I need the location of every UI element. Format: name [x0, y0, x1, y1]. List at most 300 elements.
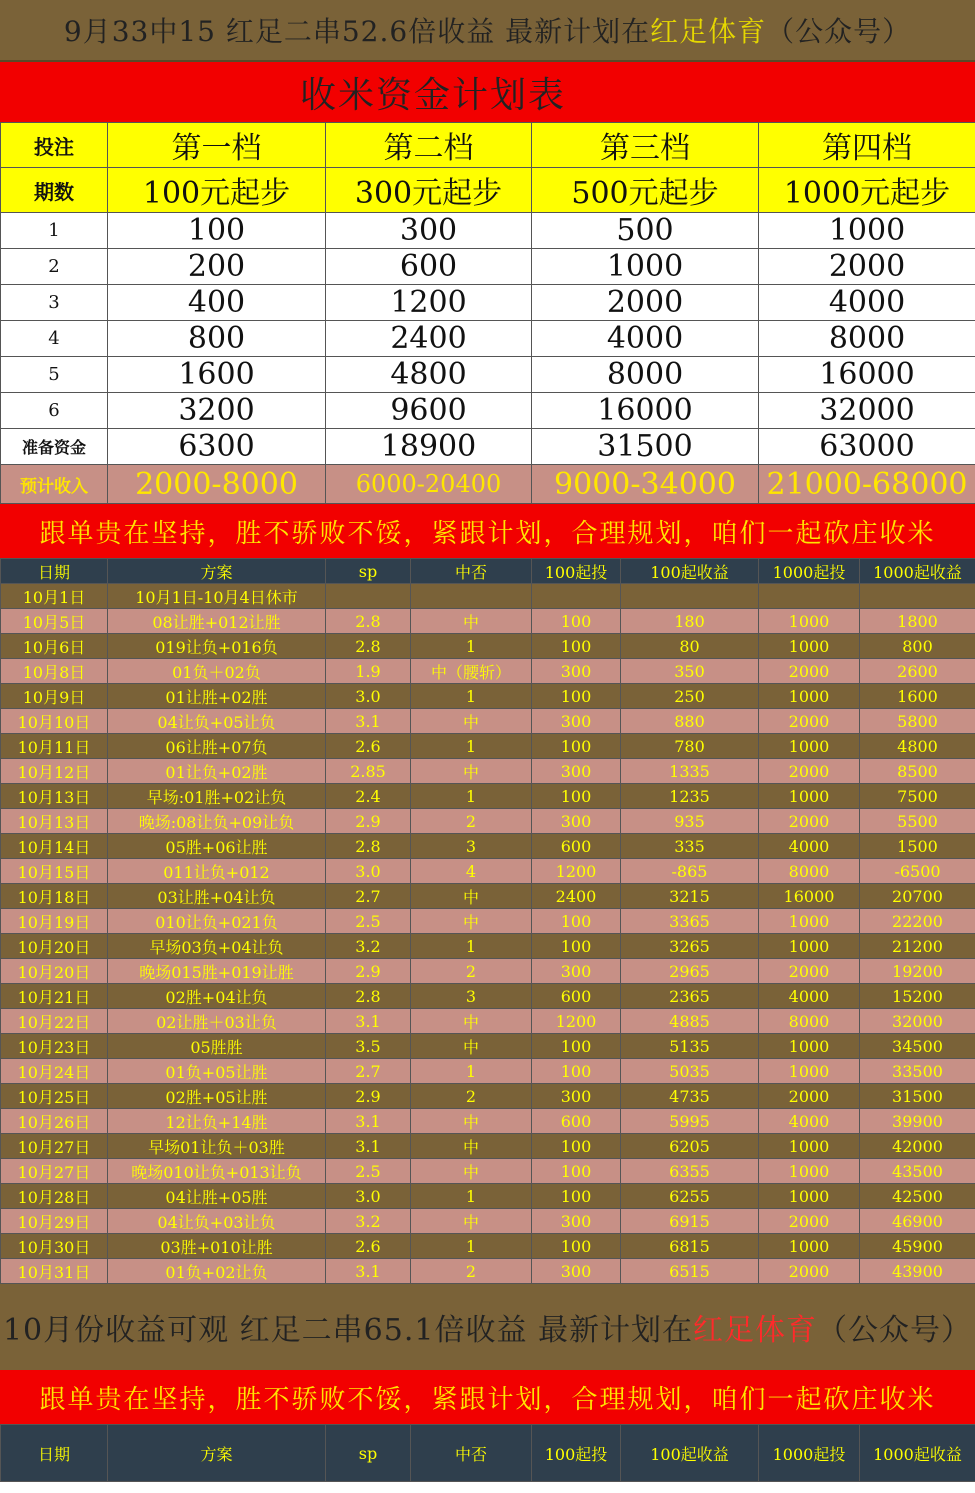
record-cell: 3.1 — [326, 1009, 411, 1034]
record-cell: 15200 — [860, 984, 975, 1009]
record-row — [1, 709, 975, 734]
plan-cell: 1200 — [326, 285, 532, 321]
record-cell: 10月28日 — [1, 1184, 108, 1209]
record-cell: 01让胜+02胜 — [108, 684, 326, 709]
record-cell: 300 — [532, 759, 621, 784]
plan-row — [1, 285, 975, 321]
record-cell: 10月18日 — [1, 884, 108, 909]
record-cell: 2965 — [621, 959, 759, 984]
mid-banner-prefix: 10月份收益可观 红足二串65.1倍收益 最新计划在 — [2, 1313, 694, 1348]
record-row — [1, 784, 975, 809]
record-cell: 4 — [411, 859, 532, 884]
record-cell: 10月24日 — [1, 1059, 108, 1084]
record-cell: 1 — [411, 734, 532, 759]
record-row — [1, 809, 975, 834]
column-header: 1000起投 — [759, 559, 860, 584]
record-row — [1, 1134, 975, 1159]
record-cell: 1.9 — [326, 659, 411, 684]
plan-cell: 32000 — [759, 393, 975, 429]
record-cell: 2.9 — [326, 959, 411, 984]
record-cell: 1000 — [759, 734, 860, 759]
record-row — [1, 834, 975, 859]
record-cell: 100 — [532, 1034, 621, 1059]
record-cell: 2 — [411, 959, 532, 984]
record-cell: 10月14日 — [1, 834, 108, 859]
record-cell: 10月27日 — [1, 1134, 108, 1159]
record-cell: 4885 — [621, 1009, 759, 1034]
record-cell: 04让负+05让负 — [108, 709, 326, 734]
record-cell: 4000 — [759, 984, 860, 1009]
plan-cell: 6300 — [108, 429, 326, 465]
record-cell: 935 — [621, 809, 759, 834]
start-row — [1, 168, 975, 213]
plan-row-label: 3 — [1, 285, 108, 321]
record-cell: 100 — [532, 1159, 621, 1184]
top-banner-suffix: （公众号） — [766, 15, 912, 48]
record-cell: 16000 — [759, 884, 860, 909]
record-cell: 300 — [532, 1259, 621, 1284]
record-cell — [326, 584, 411, 609]
record-cell: 中 — [411, 709, 532, 734]
plan-row-label: 6 — [1, 393, 108, 429]
period-label: 期数 — [1, 168, 108, 213]
record-cell: 19200 — [860, 959, 975, 984]
record-cell: 350 — [621, 659, 759, 684]
record-cell: 6255 — [621, 1184, 759, 1209]
record-cell: 5035 — [621, 1059, 759, 1084]
record-cell: 4735 — [621, 1084, 759, 1109]
record-cell: 21200 — [860, 934, 975, 959]
record-cell: 10月20日 — [1, 959, 108, 984]
record-cell: 10月22日 — [1, 1009, 108, 1034]
record-cell: 2.8 — [326, 609, 411, 634]
plan-cell: 8000 — [759, 321, 975, 357]
plan-cell: 31500 — [532, 429, 759, 465]
record-cell: 100 — [532, 1059, 621, 1084]
record-cell: 80 — [621, 634, 759, 659]
record-cell: 3.0 — [326, 859, 411, 884]
record-cell: -6500 — [860, 859, 975, 884]
record-cell: 2000 — [759, 759, 860, 784]
record-cell: 早场:01胜+02让负 — [108, 784, 326, 809]
record-cell: 1000 — [759, 609, 860, 634]
record-cell: 10月10日 — [1, 709, 108, 734]
column-header: 方案 — [108, 559, 326, 584]
record-cell: 46900 — [860, 1209, 975, 1234]
plan-cell: 2400 — [326, 321, 532, 357]
record-cell: 6815 — [621, 1234, 759, 1259]
slogan-bar: 跟单贵在坚持，胜不骄败不馁，紧跟计划，合理规划，咱们一起砍庄收米 — [0, 504, 975, 558]
record-cell: 300 — [532, 959, 621, 984]
plan-title: 收米资金计划表 — [0, 62, 975, 122]
record-row — [1, 1184, 975, 1209]
record-cell: 10月29日 — [1, 1209, 108, 1234]
record-cell: 1335 — [621, 759, 759, 784]
plan-row-label: 准备资金 — [1, 429, 108, 465]
column-header: 1000起收益 — [860, 559, 975, 584]
records-table — [0, 558, 975, 1284]
top-banner-highlight: 红足体育 — [650, 15, 767, 48]
slogan-bar-2: 跟单贵在坚持，胜不骄败不馁，紧跟计划，合理规划，咱们一起砍庄收米 — [0, 1370, 975, 1424]
record-cell: 04让负+03让负 — [108, 1209, 326, 1234]
start-4: 1000元起步 — [759, 168, 975, 213]
record-cell — [860, 584, 975, 609]
record-row — [1, 1084, 975, 1109]
record-cell: 1000 — [759, 1234, 860, 1259]
record-cell: 2600 — [860, 659, 975, 684]
plan-row-label: 5 — [1, 357, 108, 393]
record-cell: 02胜+04让负 — [108, 984, 326, 1009]
record-cell: 34500 — [860, 1034, 975, 1059]
record-cell: 3.1 — [326, 1259, 411, 1284]
record-cell: 3.2 — [326, 1209, 411, 1234]
plan-cell: 9600 — [326, 393, 532, 429]
record-cell: 010让负+021负 — [108, 909, 326, 934]
record-cell: 中 — [411, 1034, 532, 1059]
record-cell: 1800 — [860, 609, 975, 634]
record-cell: 中（腰斩） — [411, 659, 532, 684]
record-cell: 10月23日 — [1, 1034, 108, 1059]
record-cell: 1200 — [532, 1009, 621, 1034]
record-row — [1, 734, 975, 759]
record-cell: 10月30日 — [1, 1234, 108, 1259]
plan-cell: 600 — [326, 249, 532, 285]
record-cell: 1 — [411, 784, 532, 809]
record-cell: 01负+02让负 — [108, 1259, 326, 1284]
plan-cell: 2000 — [532, 285, 759, 321]
plan-cell: 400 — [108, 285, 326, 321]
record-cell: 01让负+02胜 — [108, 759, 326, 784]
record-cell: 4000 — [759, 834, 860, 859]
record-cell: 1500 — [860, 834, 975, 859]
record-cell: 10月27日 — [1, 1159, 108, 1184]
column-header: 1000起收益 — [860, 1425, 975, 1482]
income-row — [1, 465, 975, 504]
record-row — [1, 609, 975, 634]
record-cell: 中 — [411, 1109, 532, 1134]
plan-cell: 8000 — [532, 357, 759, 393]
record-cell: 011让负+012 — [108, 859, 326, 884]
record-cell: 2.8 — [326, 634, 411, 659]
start-2: 300元起步 — [326, 168, 532, 213]
record-cell: 3365 — [621, 909, 759, 934]
column-header: 100起投 — [532, 559, 621, 584]
record-cell: 2.7 — [326, 1059, 411, 1084]
record-cell: 100 — [532, 784, 621, 809]
record-cell: 10月1日-10月4日休市 — [108, 584, 326, 609]
record-cell: 1000 — [759, 634, 860, 659]
record-cell: 3265 — [621, 934, 759, 959]
record-cell: 4000 — [759, 1109, 860, 1134]
record-row — [1, 934, 975, 959]
record-cell: 5500 — [860, 809, 975, 834]
record-cell: 1000 — [759, 684, 860, 709]
record-cell: 8000 — [759, 1009, 860, 1034]
record-cell: 2000 — [759, 959, 860, 984]
record-cell: 中 — [411, 884, 532, 909]
record-cell: 3.2 — [326, 934, 411, 959]
record-cell: 100 — [532, 909, 621, 934]
plan-cell: 1000 — [532, 249, 759, 285]
record-cell: 100 — [532, 734, 621, 759]
record-cell: 1000 — [759, 934, 860, 959]
record-cell: 1 — [411, 1234, 532, 1259]
record-cell: 39900 — [860, 1109, 975, 1134]
plan-row-label: 4 — [1, 321, 108, 357]
record-cell: 8000 — [759, 859, 860, 884]
record-cell: 2365 — [621, 984, 759, 1009]
income-3: 9000-34000 — [532, 465, 759, 504]
record-row — [1, 984, 975, 1009]
record-row — [1, 584, 975, 609]
record-cell: 12让负+14胜 — [108, 1109, 326, 1134]
record-cell: 1000 — [759, 784, 860, 809]
record-cell: 1000 — [759, 1159, 860, 1184]
record-cell: 1 — [411, 934, 532, 959]
column-header: 日期 — [1, 1425, 108, 1482]
record-cell: 10月5日 — [1, 609, 108, 634]
record-cell: 1000 — [759, 1059, 860, 1084]
record-cell: 10月21日 — [1, 984, 108, 1009]
start-1: 100元起步 — [108, 168, 326, 213]
column-header: 100起收益 — [621, 559, 759, 584]
record-row — [1, 1059, 975, 1084]
plan-cell: 2000 — [759, 249, 975, 285]
record-cell — [532, 584, 621, 609]
record-cell: 2.4 — [326, 784, 411, 809]
record-cell: 2000 — [759, 1259, 860, 1284]
bet-label: 投注 — [1, 123, 108, 168]
record-cell: 1 — [411, 684, 532, 709]
record-cell: 5135 — [621, 1034, 759, 1059]
record-cell: 3.0 — [326, 684, 411, 709]
record-cell: 10月31日 — [1, 1259, 108, 1284]
record-row — [1, 1009, 975, 1034]
record-cell: 中 — [411, 1134, 532, 1159]
record-cell: 8500 — [860, 759, 975, 784]
tier-2: 第二档 — [326, 123, 532, 168]
plan-row — [1, 213, 975, 249]
footer-header-table — [0, 1424, 975, 1482]
plan-row-label: 2 — [1, 249, 108, 285]
record-cell: 2.6 — [326, 1234, 411, 1259]
record-cell: 1 — [411, 1059, 532, 1084]
mid-banner-highlight: 红足体育 — [693, 1313, 818, 1348]
record-cell: 42000 — [860, 1134, 975, 1159]
record-cell: 2.7 — [326, 884, 411, 909]
record-cell: 3.5 — [326, 1034, 411, 1059]
record-cell: 22200 — [860, 909, 975, 934]
record-cell: 5800 — [860, 709, 975, 734]
record-row — [1, 684, 975, 709]
record-cell: 10月8日 — [1, 659, 108, 684]
record-cell: 2.9 — [326, 809, 411, 834]
record-cell: 600 — [532, 834, 621, 859]
column-header: 日期 — [1, 559, 108, 584]
record-cell: 02胜+05让胜 — [108, 1084, 326, 1109]
record-cell: 2 — [411, 809, 532, 834]
record-row — [1, 859, 975, 884]
plan-cell: 800 — [108, 321, 326, 357]
record-cell: 2000 — [759, 809, 860, 834]
record-cell: 1235 — [621, 784, 759, 809]
record-cell: 100 — [532, 684, 621, 709]
record-cell: 2.8 — [326, 834, 411, 859]
record-cell: 03胜+010让胜 — [108, 1234, 326, 1259]
record-row — [1, 1159, 975, 1184]
mid-banner-suffix: （公众号） — [817, 1313, 973, 1348]
footer-header-row — [1, 1425, 975, 1482]
record-cell: 10月20日 — [1, 934, 108, 959]
record-cell: 08让胜+012让胜 — [108, 609, 326, 634]
record-cell: 300 — [532, 659, 621, 684]
mid-banner — [0, 1284, 975, 1370]
plan-cell: 4800 — [326, 357, 532, 393]
record-cell: 45900 — [860, 1234, 975, 1259]
record-row — [1, 884, 975, 909]
record-cell: 180 — [621, 609, 759, 634]
record-row — [1, 1209, 975, 1234]
record-cell: 01负+05让胜 — [108, 1059, 326, 1084]
record-cell: 6205 — [621, 1134, 759, 1159]
tier-header-row — [1, 123, 975, 168]
record-cell: 2000 — [759, 659, 860, 684]
record-cell: 600 — [532, 1109, 621, 1134]
record-row — [1, 909, 975, 934]
record-cell: 32000 — [860, 1009, 975, 1034]
record-row — [1, 959, 975, 984]
record-cell: 31500 — [860, 1084, 975, 1109]
record-row — [1, 1034, 975, 1059]
record-cell: 2000 — [759, 1084, 860, 1109]
record-cell: 3215 — [621, 884, 759, 909]
record-row — [1, 634, 975, 659]
record-cell: 10月12日 — [1, 759, 108, 784]
plan-cell: 16000 — [759, 357, 975, 393]
record-cell: 3 — [411, 984, 532, 1009]
record-cell: 780 — [621, 734, 759, 759]
record-cell: 5995 — [621, 1109, 759, 1134]
column-header: 中否 — [411, 1425, 532, 1482]
record-cell: 6355 — [621, 1159, 759, 1184]
record-cell: 06让胜+07负 — [108, 734, 326, 759]
record-cell: 100 — [532, 1134, 621, 1159]
record-cell: 05胜胜 — [108, 1034, 326, 1059]
record-cell: 02让胜＋03让负 — [108, 1009, 326, 1034]
column-header: 100起投 — [532, 1425, 621, 1482]
record-cell: 10月25日 — [1, 1084, 108, 1109]
record-cell: 03让胜+04让负 — [108, 884, 326, 909]
record-cell: 1600 — [860, 684, 975, 709]
plan-table — [0, 122, 975, 504]
record-cell: 晚场015胜+019让胜 — [108, 959, 326, 984]
record-cell: 2 — [411, 1084, 532, 1109]
plan-cell: 63000 — [759, 429, 975, 465]
plan-cell: 1000 — [759, 213, 975, 249]
record-cell: 300 — [532, 809, 621, 834]
record-cell: 2400 — [532, 884, 621, 909]
record-cell: 10月13日 — [1, 784, 108, 809]
record-cell: 2000 — [759, 1209, 860, 1234]
record-cell: 1 — [411, 634, 532, 659]
income-label: 预计收入 — [1, 465, 108, 504]
record-row — [1, 659, 975, 684]
column-header: sp — [326, 559, 411, 584]
record-cell: 2.5 — [326, 1159, 411, 1184]
record-cell: 1000 — [759, 909, 860, 934]
income-1: 2000-8000 — [108, 465, 326, 504]
income-4: 21000-68000 — [759, 465, 975, 504]
top-banner — [0, 0, 975, 62]
record-cell: 7500 — [860, 784, 975, 809]
plan-cell: 1600 — [108, 357, 326, 393]
record-cell: 019让负+016负 — [108, 634, 326, 659]
plan-row — [1, 429, 975, 465]
record-cell: 中 — [411, 1009, 532, 1034]
record-cell: 42500 — [860, 1184, 975, 1209]
income-2: 6000-20400 — [326, 465, 532, 504]
record-row — [1, 759, 975, 784]
record-cell: 43500 — [860, 1159, 975, 1184]
record-cell: 1000 — [759, 1184, 860, 1209]
record-cell — [411, 584, 532, 609]
top-banner-prefix: 9月33中15 红足二串52.6倍收益 最新计划在 — [63, 15, 651, 48]
record-cell: 100 — [532, 609, 621, 634]
record-cell: 2.9 — [326, 1084, 411, 1109]
record-cell: 2.5 — [326, 909, 411, 934]
record-cell: 3.1 — [326, 1134, 411, 1159]
record-cell — [759, 584, 860, 609]
record-cell: 10月13日 — [1, 809, 108, 834]
record-cell: 300 — [532, 1209, 621, 1234]
record-cell: 20700 — [860, 884, 975, 909]
record-cell: 6915 — [621, 1209, 759, 1234]
record-cell: 43900 — [860, 1259, 975, 1284]
record-cell: 中 — [411, 759, 532, 784]
records-header-row — [1, 559, 975, 584]
record-cell: 2.85 — [326, 759, 411, 784]
record-cell: 250 — [621, 684, 759, 709]
record-cell: 2000 — [759, 709, 860, 734]
record-cell: 880 — [621, 709, 759, 734]
plan-cell: 100 — [108, 213, 326, 249]
plan-cell: 16000 — [532, 393, 759, 429]
record-cell: 中 — [411, 609, 532, 634]
record-cell: 晚场:08让负+09让负 — [108, 809, 326, 834]
record-cell: 335 — [621, 834, 759, 859]
record-cell: 10月15日 — [1, 859, 108, 884]
record-cell: 10月9日 — [1, 684, 108, 709]
plan-row — [1, 357, 975, 393]
plan-cell: 500 — [532, 213, 759, 249]
record-cell: 100 — [532, 634, 621, 659]
plan-row-label: 1 — [1, 213, 108, 249]
record-cell: 600 — [532, 984, 621, 1009]
record-cell: 800 — [860, 634, 975, 659]
plan-cell: 200 — [108, 249, 326, 285]
record-cell: 中 — [411, 909, 532, 934]
record-cell: 01负＋02负 — [108, 659, 326, 684]
record-cell: -865 — [621, 859, 759, 884]
record-cell: 100 — [532, 1234, 621, 1259]
record-cell: 100 — [532, 1184, 621, 1209]
plan-cell: 300 — [326, 213, 532, 249]
record-cell: 2.8 — [326, 984, 411, 1009]
plan-row — [1, 393, 975, 429]
record-cell: 10月19日 — [1, 909, 108, 934]
record-cell: 早场03负+04让负 — [108, 934, 326, 959]
record-cell: 1000 — [759, 1134, 860, 1159]
